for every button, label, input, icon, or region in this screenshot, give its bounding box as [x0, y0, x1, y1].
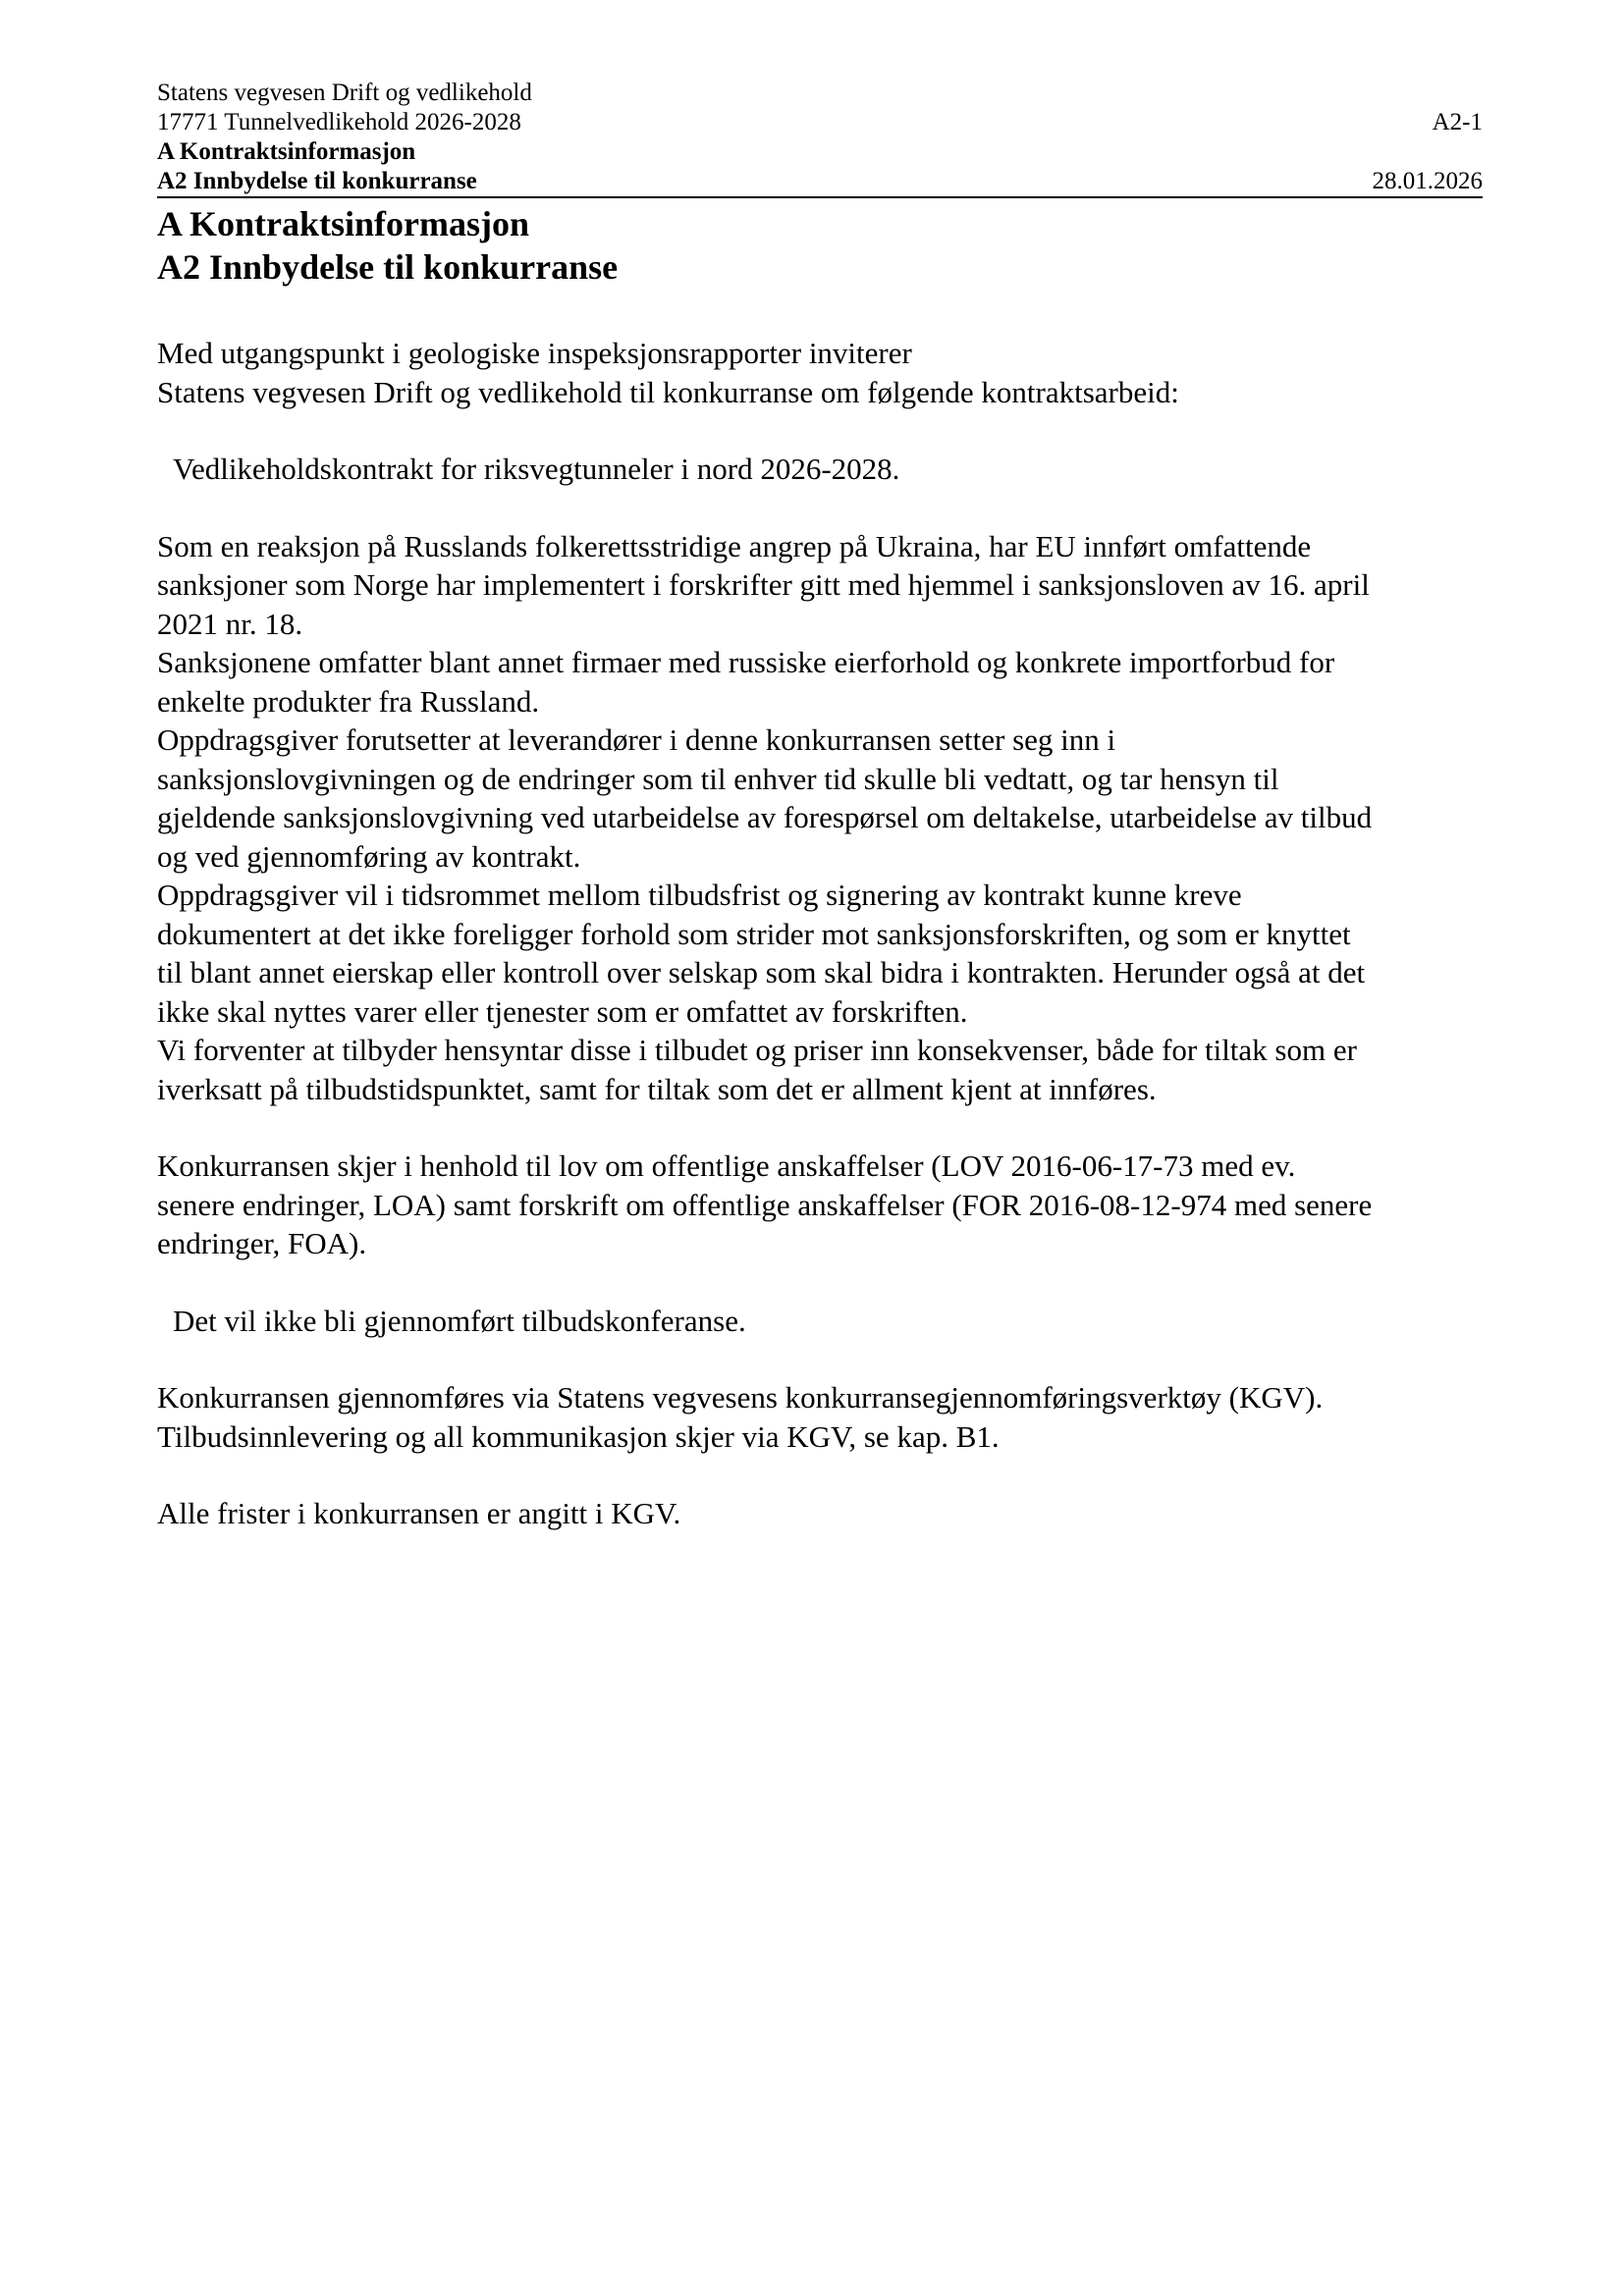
intro-line-1: Med utgangspunkt i geologiske inspeksjonsrapporter inviterer	[157, 336, 912, 370]
header-subsection: A2 Innbydelse til konkurranse	[157, 168, 477, 194]
intro-paragraph	[157, 334, 1483, 411]
title-line-2: A2 Innbydelse til konkurranse	[157, 247, 619, 287]
kgv-line: Konkurransen gjennomføres via Statens vegvesens konkurransegjennomføringsverktøy (KGV).	[157, 1380, 1324, 1415]
sanctions-line: Oppdragsgiver forutsetter at leverandører i denne konkurransen setter seg inn i	[157, 722, 1116, 757]
sanctions-line: ikke skal nyttes varer eller tjenester som er omfattet av forskriften.	[157, 993, 968, 1029]
document-page	[157, 79, 1483, 1533]
header-org-line	[157, 79, 1483, 108]
sanctions-paragraph	[157, 527, 1483, 1109]
contract-name: Vedlikeholdskontrakt for riksvegtunneler i nord 2026-2028.	[173, 452, 900, 486]
header-date: 28.01.2026	[1372, 168, 1483, 194]
sanctions-line: sanksjonslovgivningen og de endringer som til enhver tid skulle bli vedtatt, og tar hensyn til	[157, 761, 1279, 796]
conference-note: Det vil ikke bli gjennomført tilbudskonferanse.	[173, 1303, 746, 1338]
kgv-paragraph	[157, 1378, 1483, 1456]
law-line: endringer, FOA).	[157, 1226, 367, 1260]
deadlines-note: Alle frister i konkurransen er angitt i KGV.	[157, 1496, 681, 1530]
sanctions-line: iverksatt på tilbudstidspunktet, samt for tiltak som det er allment kjent at innføres.	[157, 1071, 1157, 1106]
header-section: A Kontraktsinformasjon	[157, 138, 416, 165]
header-project-line	[157, 108, 1483, 137]
law-line: Konkurransen skjer i henhold til lov om offentlige anskaffelser (LOV 2016-06-17-73 med ev.	[157, 1148, 1296, 1183]
header-subsection-line	[157, 167, 1483, 198]
document-title	[157, 202, 1483, 289]
document-body	[157, 334, 1483, 1533]
sanctions-line: Vi forventer at tilbyder hensyntar disse i tilbudet og priser inn konsekvenser, både for tiltak som er	[157, 1033, 1357, 1067]
sanctions-line: 2021 nr. 18.	[157, 606, 303, 641]
title-line-1: A Kontraktsinformasjon	[157, 204, 530, 243]
kgv-line: Tilbudsinnlevering og all kommunikasjon skjer via KGV, se kap. B1.	[157, 1418, 1000, 1454]
sanctions-line: Oppdragsgiver vil i tidsrommet mellom tilbudsfrist og signering av kontrakt kunne kreve	[157, 878, 1242, 912]
header-project: 17771 Tunnelvedlikehold 2026-2028	[157, 109, 521, 135]
sanctions-line: dokumentert at det ikke foreligger forhold som strider mot sanksjonsforskriften, og som er knyttet	[157, 916, 1351, 951]
law-line: senere endringer, LOA) samt forskrift om offentlige anskaffelser (FOR 2016-08-12-974 med senere	[157, 1187, 1373, 1222]
page-header	[157, 79, 1483, 198]
sanctions-line: til blant annet eierskap eller kontroll over selskap som skal bidra i kontrakten. Herunder også at det	[157, 955, 1366, 989]
header-org: Statens vegvesen Drift og vedlikehold	[157, 80, 532, 106]
law-paragraph	[157, 1147, 1483, 1263]
sanctions-line: Som en reaksjon på Russlands folkerettsstridige angrep på Ukraina, har EU innført omfattende	[157, 528, 1312, 563]
sanctions-line: Sanksjonene omfatter blant annet firmaer med russiske eierforhold og konkrete importforbud for	[157, 645, 1335, 679]
header-section-line	[157, 137, 1483, 167]
sanctions-line: gjeldende sanksjonslovgivning ved utarbeidelse av forespørsel om deltakelse, utarbeidelse av tilbud	[157, 800, 1373, 834]
intro-line-2: Statens vegvesen Drift og vedlikehold til konkurranse om følgende kontraktsarbeid:	[157, 374, 1179, 409]
sanctions-line: sanksjoner som Norge har implementert i forskrifter gitt med hjemmel i sanksjonsloven av 16. april	[157, 567, 1370, 602]
sanctions-line: enkelte produkter fra Russland.	[157, 683, 540, 719]
header-page-ref: A2-1	[1432, 109, 1483, 135]
sanctions-line: og ved gjennomføring av kontrakt.	[157, 838, 581, 874]
